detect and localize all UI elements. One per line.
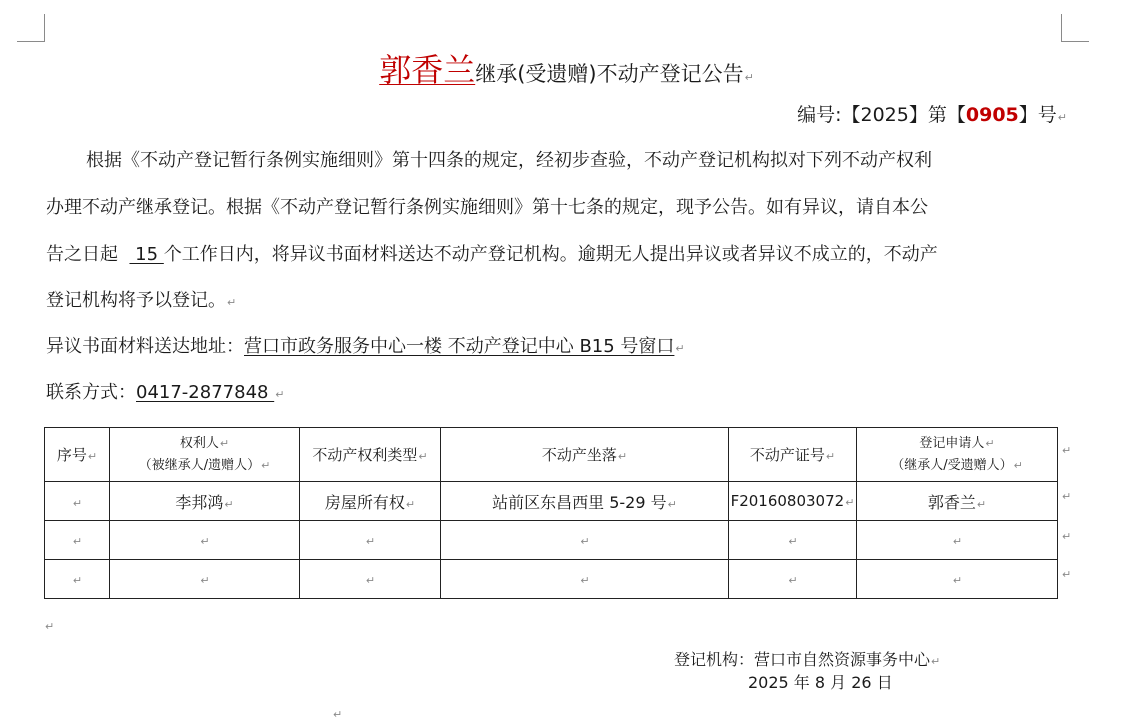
page-corner-mark bbox=[1061, 41, 1089, 42]
applicant-name: 郭香兰 bbox=[379, 51, 476, 89]
doc-year: 2025 bbox=[860, 104, 909, 126]
paragraph-mark: ↵ bbox=[744, 71, 754, 84]
document-number: 编号:【2025】第【0905】号↵ bbox=[797, 104, 1067, 126]
paragraph-mark: ↵ bbox=[931, 655, 941, 668]
header-seq: 序号↵ bbox=[45, 428, 110, 482]
header-location: 不动产坐落↵ bbox=[441, 428, 729, 482]
contact-phone: 0417-2877848 bbox=[136, 382, 275, 403]
paragraph-mark: ↵ bbox=[227, 296, 237, 309]
objection-days: 15 bbox=[129, 244, 164, 265]
page-corner-mark bbox=[44, 14, 45, 42]
header-right-type: 不动产权利类型↵ bbox=[300, 428, 441, 482]
title-text: 继承(受遗赠)不动产登记公告 bbox=[475, 62, 744, 86]
contact-info: 联系方式：0417-2877848 ↵ bbox=[46, 382, 285, 403]
paragraph-mark: ↵ bbox=[675, 342, 685, 355]
header-cert-no: 不动产证号↵ bbox=[729, 428, 857, 482]
table-row: ↵ 李邦鸿↵ 房屋所有权↵ 站前区东昌西里 5-29 号↵ F20160803072↵ 郭香兰↵ bbox=[45, 482, 1058, 521]
body-line: 告之日起 15 个工作日内，将异议书面材料送达不动产登记机构。逾期无人提出异议或者异议不成立的，不动产 bbox=[46, 244, 938, 265]
doc-serial: 0905 bbox=[965, 104, 1019, 126]
objection-address: 异议书面材料送达地址：营口市政务服务中心一楼 不动产登记中心 B15 号窗口↵ bbox=[46, 336, 685, 357]
paragraph-mark: ↵ bbox=[333, 708, 343, 721]
table-row: ↵ ↵ ↵ ↵ ↵ ↵ bbox=[45, 560, 1058, 599]
address-value: 营口市政务服务中心一楼 不动产登记中心 B15 号窗口 bbox=[244, 336, 675, 357]
table-header-row bbox=[45, 428, 1058, 482]
announcement-date: 2025 年 8 月 26 日 bbox=[748, 673, 893, 692]
paragraph-mark: ↵ bbox=[1057, 111, 1067, 124]
header-holder: 权利人↵ （被继承人/遗赠人）↵ bbox=[110, 428, 300, 482]
registration-org: 登记机构：营口市自然资源事务中心↵ bbox=[674, 650, 941, 669]
header-applicant: 登记申请人↵ （继承人/受遗赠人）↵ bbox=[857, 428, 1058, 482]
announcement-title bbox=[0, 45, 1133, 91]
body-line: 登记机构将予以登记。↵ bbox=[46, 290, 237, 311]
property-table bbox=[44, 427, 1058, 599]
table-row: ↵ ↵ ↵ ↵ ↵ ↵ bbox=[45, 521, 1058, 560]
paragraph-mark: ↵ bbox=[1062, 568, 1072, 581]
page-corner-mark bbox=[17, 41, 45, 42]
page-corner-mark bbox=[1061, 14, 1062, 42]
paragraph-mark: ↵ bbox=[275, 388, 285, 401]
body-line: 根据《不动产登记暂行条例实施细则》第十四条的规定，经初步查验，不动产登记机构拟对下列不动产权利 bbox=[86, 150, 932, 171]
paragraph-mark: ↵ bbox=[1062, 490, 1072, 503]
holder-name: 李邦鸿 bbox=[175, 492, 224, 512]
body-line: 办理不动产继承登记。根据《不动产登记暂行条例实施细则》第十七条的规定，现予公告。如有异议，请自本公 bbox=[46, 197, 928, 218]
paragraph-mark: ↵ bbox=[45, 620, 55, 633]
paragraph-mark: ↵ bbox=[1062, 444, 1072, 457]
paragraph-mark: ↵ bbox=[1062, 530, 1072, 543]
